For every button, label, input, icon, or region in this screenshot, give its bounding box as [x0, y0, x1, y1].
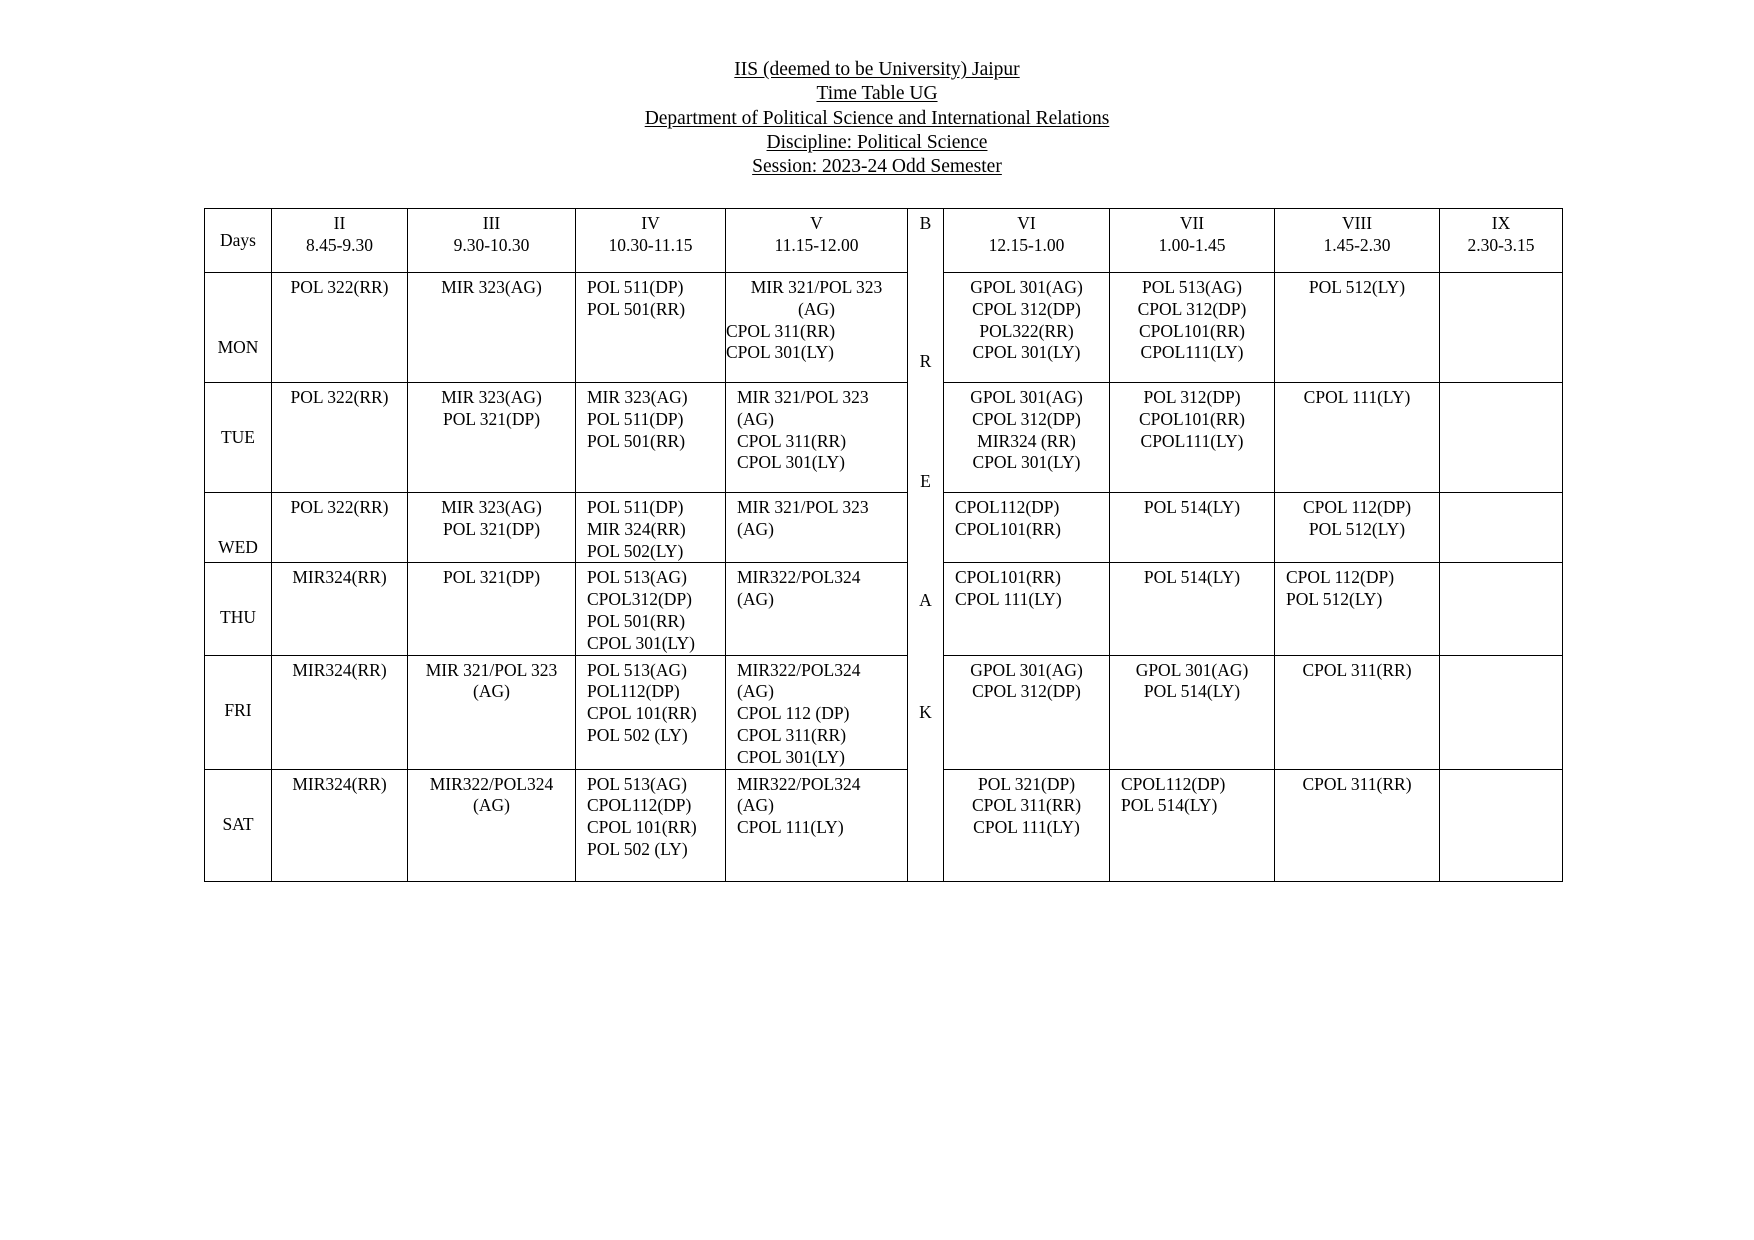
- slot-sat-vii: [1110, 769, 1275, 881]
- period-time: 1.45-2.30: [1323, 234, 1391, 255]
- slot-fri-v: [726, 655, 908, 769]
- course-entry: MIR 323(AG): [441, 277, 542, 297]
- slot-thu-ii: [272, 563, 408, 655]
- course-entry: CPOL101(RR): [1139, 320, 1245, 341]
- course-entry: GPOL 301(AG): [970, 277, 1083, 297]
- break-letter: K: [919, 701, 932, 722]
- slot-thu-v: [726, 563, 908, 655]
- department-name: [0, 107, 1754, 131]
- slot-sat-ix: [1440, 769, 1563, 881]
- slot-fri-iv: [576, 655, 726, 769]
- course-entry: CPOL101(RR): [1139, 408, 1245, 429]
- course-entry: POL 513(AG): [587, 659, 687, 680]
- course-entry: POL 502(LY): [587, 540, 684, 561]
- course-entry: CPOL 101(RR): [587, 817, 697, 838]
- slot-tue-viii: [1275, 383, 1440, 493]
- course-entry: POL 512(LY): [1308, 277, 1406, 297]
- course-entry: MIR 321/POL 323: [737, 497, 869, 517]
- period-header-v: [726, 209, 908, 273]
- course-entry: CPOL 301(LY): [972, 342, 1081, 363]
- course-entry: POL 514(LY): [1143, 681, 1241, 702]
- course-entry: CPOL 312(DP): [972, 681, 1081, 702]
- slot-thu-iii: [408, 563, 576, 655]
- course-entry: MIR324 (RR): [977, 430, 1076, 451]
- course-entry: CPOL 111(LY): [955, 589, 1062, 610]
- period-roman: III: [482, 213, 501, 233]
- course-entry: MIR322/POL324: [429, 773, 554, 794]
- course-entry: CPOL 311(RR): [737, 724, 847, 745]
- day-row-mon: [205, 273, 1563, 383]
- slot-mon-vii: [1110, 273, 1275, 383]
- day-row-thu: [205, 563, 1563, 655]
- period-header-ii: [272, 209, 408, 273]
- break-letter: B: [919, 213, 932, 233]
- period-header-iv: [576, 209, 726, 273]
- course-entry: MIR 323(AG): [441, 387, 542, 407]
- slot-fri-ix: [1440, 655, 1563, 769]
- course-entry: CPOL 301(LY): [587, 632, 695, 653]
- slot-sat-ii: [272, 769, 408, 881]
- course-entry: POL 513(AG): [587, 773, 687, 794]
- university-name: [0, 58, 1754, 82]
- course-entry: CPOL 311(RR): [737, 430, 847, 451]
- slot-wed-vii: [1110, 493, 1275, 563]
- slot-mon-v: [726, 273, 908, 383]
- course-entry: (AG): [737, 795, 774, 816]
- break-letter: E: [920, 470, 931, 491]
- course-entry: (AG): [737, 408, 774, 429]
- period-time: 11.15-12.00: [774, 234, 859, 255]
- course-entry: (AG): [798, 298, 835, 319]
- slot-mon-iii: [408, 273, 576, 383]
- course-entry: POL 322(RR): [290, 387, 389, 407]
- course-entry: CPOL 101(RR): [587, 703, 697, 724]
- day-label: SAT: [222, 813, 254, 834]
- slot-mon-vi: [944, 273, 1110, 383]
- day-row-fri: [205, 655, 1563, 769]
- course-entry: POL 501(RR): [587, 610, 686, 631]
- day-row-wed: [205, 493, 1563, 563]
- course-entry: (AG): [737, 518, 774, 539]
- slot-mon-iv: [576, 273, 726, 383]
- course-entry: MIR 321/POL 323: [425, 659, 558, 680]
- course-entry: POL 513(AG): [1142, 277, 1242, 297]
- period-header-viii: [1275, 209, 1440, 273]
- discipline-name: [0, 131, 1754, 155]
- course-entry: POL 511(DP): [587, 277, 684, 297]
- period-header-vii: [1110, 209, 1275, 273]
- break-column: [908, 273, 944, 882]
- day-label-cell: [205, 769, 272, 881]
- course-entry: CPOL 301(LY): [737, 452, 845, 473]
- period-roman: VIII: [1341, 213, 1373, 233]
- day-label-cell: [205, 383, 272, 493]
- course-entry: POL322(RR): [979, 320, 1074, 341]
- period-header-vi: [944, 209, 1110, 273]
- course-entry: GPOL 301(AG): [1135, 659, 1249, 680]
- course-entry: CPOL 312(DP): [972, 408, 1081, 429]
- course-entry: CPOL 301(LY): [737, 746, 845, 767]
- slot-mon-ii: [272, 273, 408, 383]
- course-entry: MIR322/POL324: [737, 773, 861, 794]
- day-label-cell: [205, 273, 272, 383]
- day-row-sat: [205, 769, 1563, 881]
- period-roman: V: [810, 213, 823, 233]
- course-entry: POL 312(DP): [1143, 387, 1241, 407]
- slot-tue-iv: [576, 383, 726, 493]
- course-entry: (AG): [473, 795, 510, 816]
- course-entry: MIR 323(AG): [441, 497, 542, 517]
- course-entry: POL 514(LY): [1143, 497, 1241, 517]
- slot-sat-iii: [408, 769, 576, 881]
- course-entry: CPOL112(DP): [955, 497, 1060, 517]
- course-entry: CPOL312(DP): [587, 589, 693, 610]
- slot-wed-iii: [408, 493, 576, 563]
- slot-wed-ii: [272, 493, 408, 563]
- course-entry: CPOL 312(DP): [1137, 298, 1247, 319]
- slot-fri-viii: [1275, 655, 1440, 769]
- course-entry: CPOL 111(LY): [1303, 387, 1411, 407]
- course-entry: GPOL 301(AG): [970, 387, 1083, 407]
- course-entry: POL 321(DP): [442, 408, 541, 429]
- course-entry: POL 322(RR): [290, 497, 389, 517]
- course-entry: CPOL112(DP): [1121, 773, 1226, 794]
- slot-thu-vii: [1110, 563, 1275, 655]
- course-entry: CPOL 112(DP): [1302, 497, 1412, 517]
- course-entry: POL 512(LY): [1286, 589, 1383, 610]
- slot-tue-ix: [1440, 383, 1563, 493]
- slot-sat-v: [726, 769, 908, 881]
- day-label-cell: [205, 493, 272, 563]
- course-entry: CPOL 311(RR): [1302, 773, 1412, 794]
- day-label: FRI: [224, 699, 252, 720]
- university-name-text: IIS (deemed to be University) Jaipur: [734, 59, 1020, 80]
- timetable-title: [0, 82, 1754, 106]
- day-label-cell: [205, 655, 272, 769]
- course-entry: POL 514(LY): [1121, 795, 1218, 816]
- slot-thu-ix: [1440, 563, 1563, 655]
- course-entry: MIR 324(RR): [587, 518, 686, 539]
- slot-fri-ii: [272, 655, 408, 769]
- slot-tue-ii: [272, 383, 408, 493]
- slot-fri-vi: [944, 655, 1110, 769]
- course-entry: MIR 321/POL 323: [750, 277, 883, 297]
- course-entry: CPOL 301(LY): [726, 342, 834, 363]
- course-entry: POL 501(RR): [587, 430, 686, 451]
- slot-thu-iv: [576, 563, 726, 655]
- course-entry: POL 322(RR): [290, 277, 389, 297]
- course-entry: CPOL 311(RR): [971, 795, 1082, 816]
- days-label: Days: [220, 229, 256, 250]
- timetable-header-row: [205, 209, 1563, 273]
- period-roman: IV: [641, 213, 660, 233]
- period-roman: II: [333, 213, 346, 233]
- session-name: [0, 155, 1754, 179]
- course-entry: CPOL 311(RR): [1302, 659, 1412, 680]
- course-entry: (AG): [737, 681, 774, 702]
- course-entry: CPOL 312(DP): [972, 298, 1081, 319]
- slot-tue-iii: [408, 383, 576, 493]
- course-entry: CPOL111(LY): [1140, 430, 1244, 451]
- period-header-iii: [408, 209, 576, 273]
- break-letter: A: [919, 589, 932, 610]
- slot-tue-vii: [1110, 383, 1275, 493]
- course-entry: POL 502 (LY): [587, 724, 688, 745]
- slot-tue-vi: [944, 383, 1110, 493]
- course-entry: MIR324(RR): [292, 773, 387, 794]
- course-entry: CPOL 311(RR): [726, 320, 836, 341]
- slot-sat-iv: [576, 769, 726, 881]
- slot-wed-iv: [576, 493, 726, 563]
- course-entry: POL 511(DP): [587, 408, 684, 429]
- period-time: 2.30-3.15: [1467, 234, 1535, 255]
- course-entry: MIR324(RR): [292, 567, 387, 588]
- period-time: 12.15-1.00: [988, 234, 1065, 255]
- department-name-text: Department of Political Science and International Relations: [644, 107, 1110, 129]
- slot-wed-ix: [1440, 493, 1563, 563]
- course-entry: POL 321(DP): [977, 773, 1076, 794]
- course-entry: POL112(DP): [587, 681, 680, 702]
- day-label-cell: [205, 563, 272, 655]
- slot-sat-vi: [944, 769, 1110, 881]
- period-roman: VI: [1017, 213, 1036, 233]
- course-entry: MIR 323(AG): [587, 387, 688, 407]
- course-entry: POL 511(DP): [587, 497, 684, 517]
- slot-fri-iii: [408, 655, 576, 769]
- course-entry: CPOL 111(LY): [737, 817, 844, 838]
- slot-fri-vii: [1110, 655, 1275, 769]
- period-time: 1.00-1.45: [1158, 234, 1226, 255]
- course-entry: POL 501(RR): [587, 298, 686, 319]
- course-entry: CPOL 112(DP): [1286, 567, 1395, 588]
- course-entry: MIR322/POL324: [737, 567, 861, 588]
- course-entry: CPOL 112 (DP): [737, 703, 850, 724]
- slot-wed-viii: [1275, 493, 1440, 563]
- discipline-name-text: Discipline: Political Science: [766, 131, 988, 153]
- period-roman: IX: [1491, 213, 1511, 233]
- period-time: 8.45-9.30: [305, 234, 374, 255]
- slot-tue-v: [726, 383, 908, 493]
- period-header-ix: [1440, 209, 1563, 273]
- course-entry: POL 513(AG): [587, 567, 687, 588]
- course-entry: GPOL 301(AG): [970, 659, 1083, 680]
- course-entry: POL 502 (LY): [587, 838, 688, 859]
- slot-thu-vi: [944, 563, 1110, 655]
- document-header: [0, 58, 1754, 179]
- course-entry: (AG): [737, 589, 774, 610]
- course-entry: CPOL111(LY): [1140, 342, 1244, 363]
- period-roman: VII: [1179, 213, 1205, 233]
- break-header-cell: [908, 209, 944, 273]
- course-entry: CPOL112(DP): [587, 795, 692, 816]
- slot-thu-viii: [1275, 563, 1440, 655]
- slot-wed-vi: [944, 493, 1110, 563]
- course-entry: POL 321(DP): [442, 567, 541, 588]
- days-header: [205, 209, 272, 273]
- session-name-text: Session: 2023-24 Odd Semester: [752, 156, 1002, 178]
- course-entry: CPOL101(RR): [955, 567, 1061, 588]
- course-entry: CPOL101(RR): [955, 518, 1061, 539]
- day-label: WED: [218, 537, 258, 557]
- day-row-tue: [205, 383, 1563, 493]
- course-entry: MIR 321/POL 323: [737, 387, 869, 407]
- course-entry: MIR324(RR): [292, 659, 387, 680]
- slot-mon-ix: [1440, 273, 1563, 383]
- slot-mon-viii: [1275, 273, 1440, 383]
- slot-wed-v: [726, 493, 908, 563]
- day-label: MON: [217, 337, 259, 357]
- course-entry: POL 512(LY): [1308, 518, 1406, 539]
- break-letter: R: [919, 350, 932, 371]
- timetable-title-text: Time Table UG: [816, 83, 938, 105]
- day-label: TUE: [220, 427, 256, 447]
- course-entry: POL 321(DP): [442, 518, 541, 539]
- course-entry: CPOL 301(LY): [972, 452, 1081, 473]
- slot-sat-viii: [1275, 769, 1440, 881]
- course-entry: POL 514(LY): [1143, 567, 1241, 588]
- course-entry: (AG): [473, 681, 510, 702]
- timetable: [204, 208, 1563, 882]
- course-entry: CPOL 111(LY): [973, 817, 1080, 838]
- period-time: 9.30-10.30: [453, 234, 530, 255]
- course-entry: MIR322/POL324: [737, 659, 861, 680]
- period-time: 10.30-11.15: [608, 234, 693, 255]
- day-label: THU: [220, 607, 256, 628]
